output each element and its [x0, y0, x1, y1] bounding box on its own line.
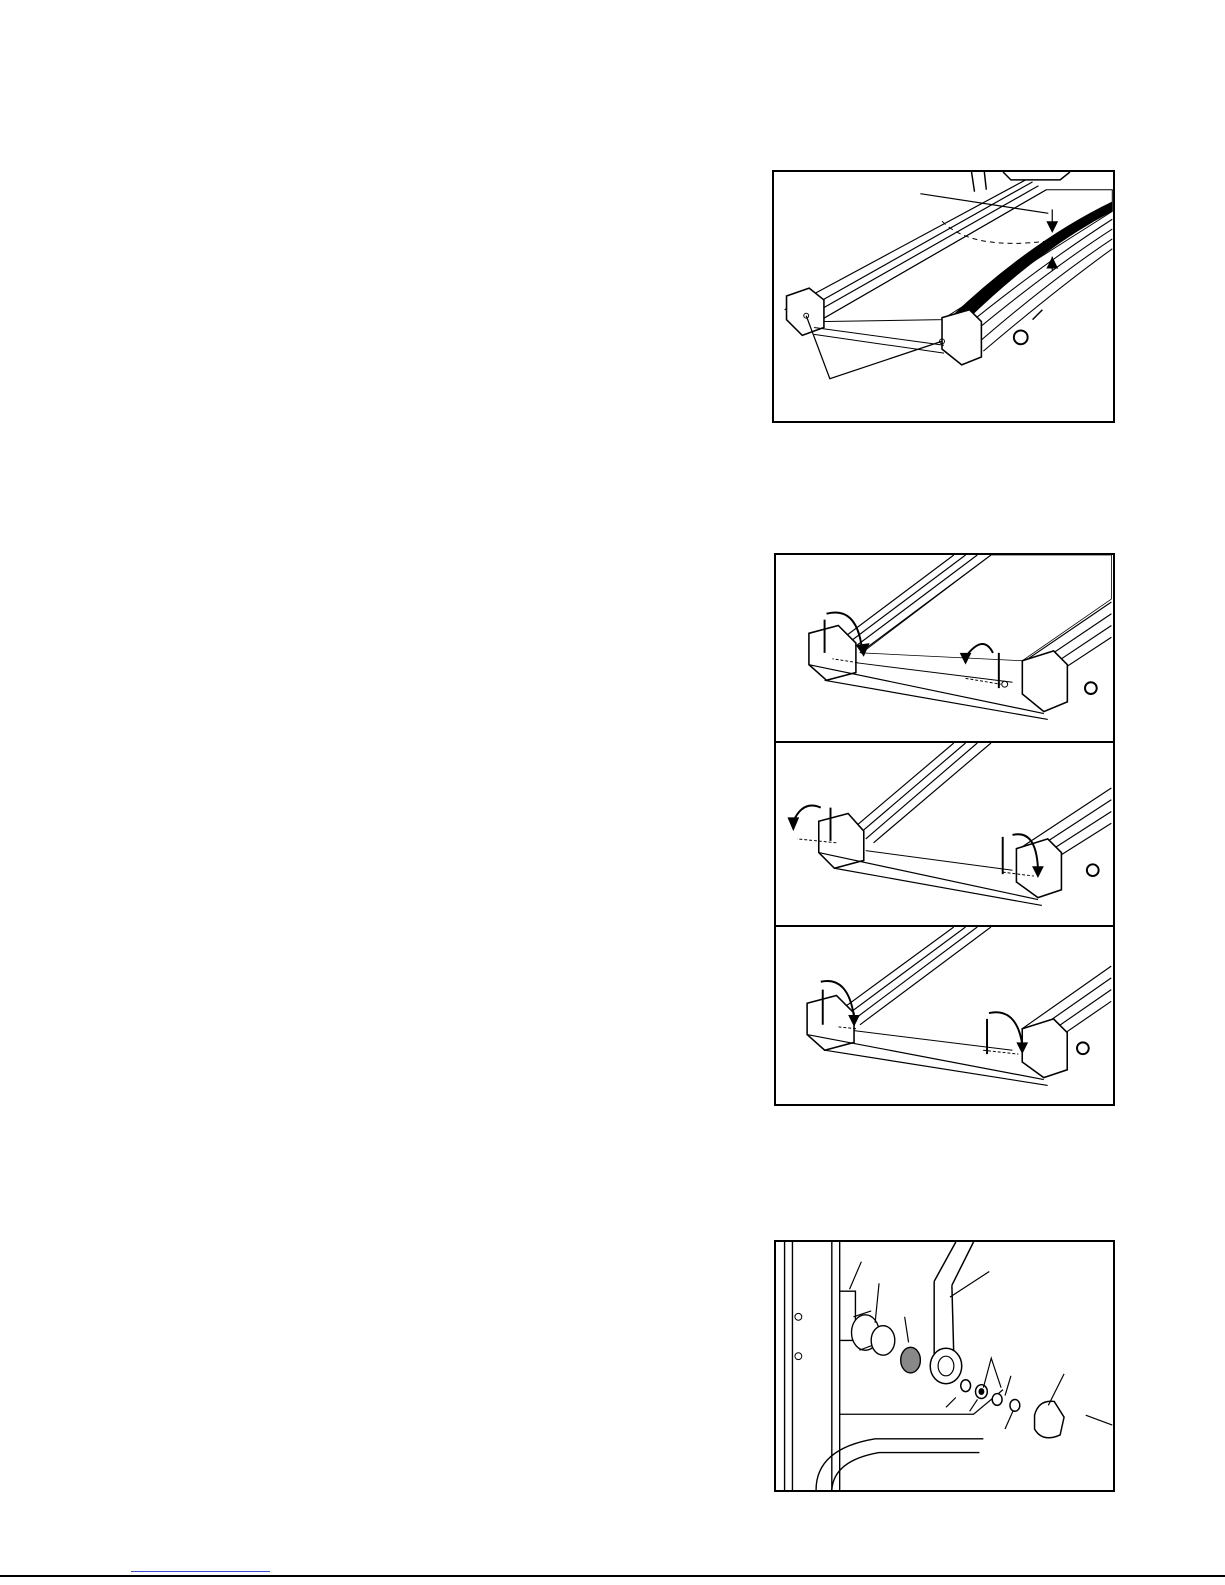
treadmill-bolt-adjust-illustration	[776, 555, 1113, 741]
belt-adjust-figure-1	[774, 553, 1115, 743]
footer-link-underline[interactable]	[131, 1571, 270, 1572]
treadmill-bolt-adjust-illustration	[776, 743, 1113, 925]
footer-rule	[0, 1575, 1225, 1577]
treadmill-bolt-adjust-illustration	[776, 927, 1113, 1104]
treadmill-belt-lift-illustration	[774, 172, 1113, 421]
belt-tension-figure	[772, 170, 1115, 423]
belt-adjust-figure-3	[774, 925, 1115, 1106]
arm-assembly-figure	[774, 1240, 1115, 1492]
belt-adjust-figure-2	[774, 741, 1115, 927]
handrail-axle-exploded-illustration	[776, 1242, 1113, 1490]
